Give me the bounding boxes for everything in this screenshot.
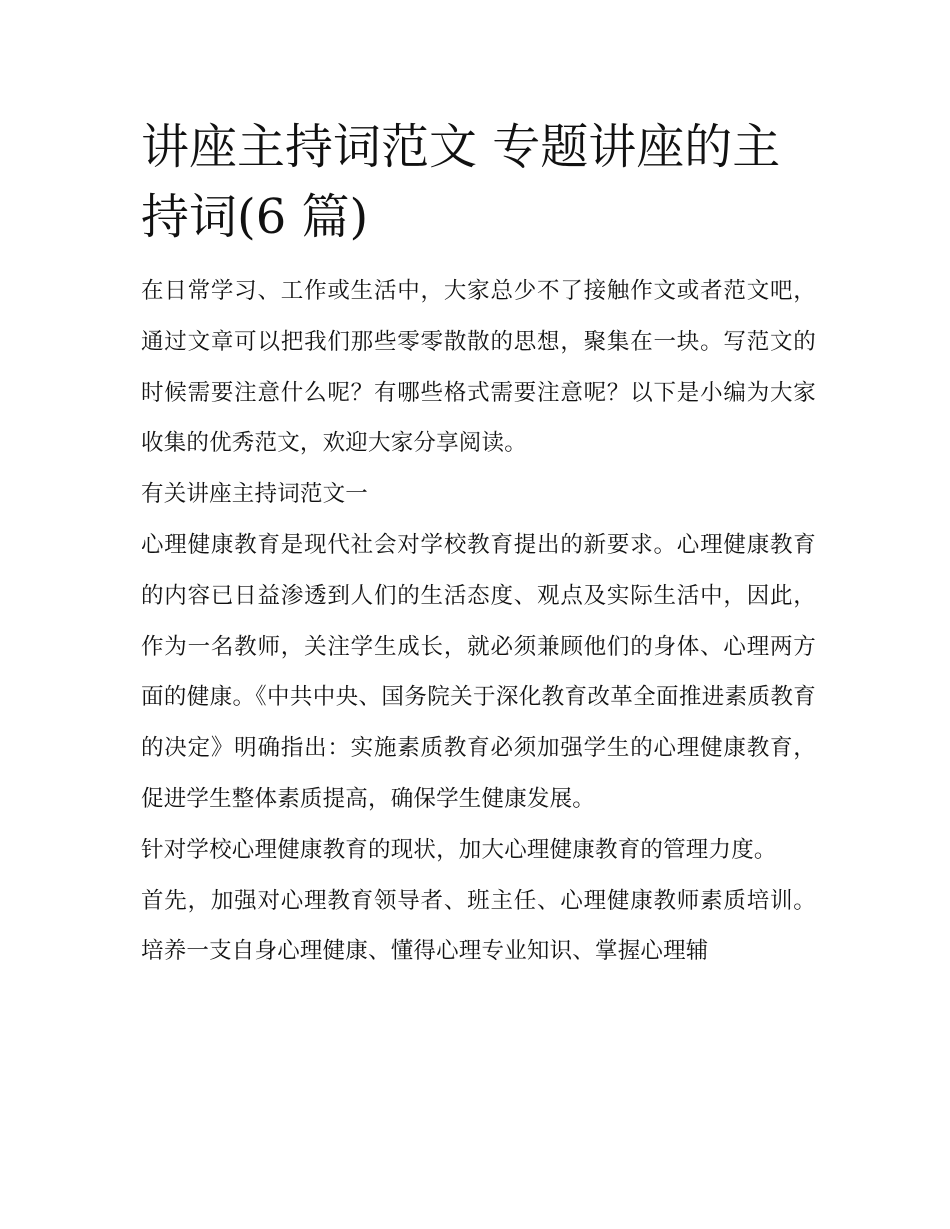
body-paragraph-1: 心理健康教育是现代社会对学校教育提出的新要求。心理健康教育的内容已日益渗透到人们的生活态度、观点及实际生活中，因此，作为一名教师，关注学生成长，就必须兼顾他们的身体、心理两方面的健康。《中共中央、国务院关于深化教育改革全面推进素质教育的决定》明确指出：实施素质教育必须加强学生的心理健康教育，促进学生整体素质提高，确保学生健康发展。 bbox=[141, 531, 816, 812]
document-title-line-1: 讲座主持词范文 专题讲座的主 bbox=[141, 119, 781, 175]
document-title bbox=[141, 112, 816, 252]
document-title-line-2: 持词(6 篇) bbox=[141, 189, 369, 245]
body-paragraph-2: 针对学校心理健康教育的现状，加大心理健康教育的管理力度。 bbox=[141, 836, 777, 863]
document-page bbox=[141, 112, 816, 977]
intro-paragraph: 在日常学习、工作或生活中，大家总少不了接触作文或者范文吧，通过文章可以把我们那些零零散散的思想，聚集在一块。写范文的时候需要注意什么呢？有哪些格式需要注意呢？以下是小编为大家收集的优秀范文，欢迎大家分享阅读。 bbox=[141, 278, 816, 457]
section-heading: 有关讲座主持词范文一 bbox=[141, 481, 369, 508]
body-paragraph-3: 首先，加强对心理教育领导者、班主任、心理健康教师素质培训。培养一支自身心理健康、懂得心理专业知识、掌握心理辅 bbox=[141, 887, 816, 965]
